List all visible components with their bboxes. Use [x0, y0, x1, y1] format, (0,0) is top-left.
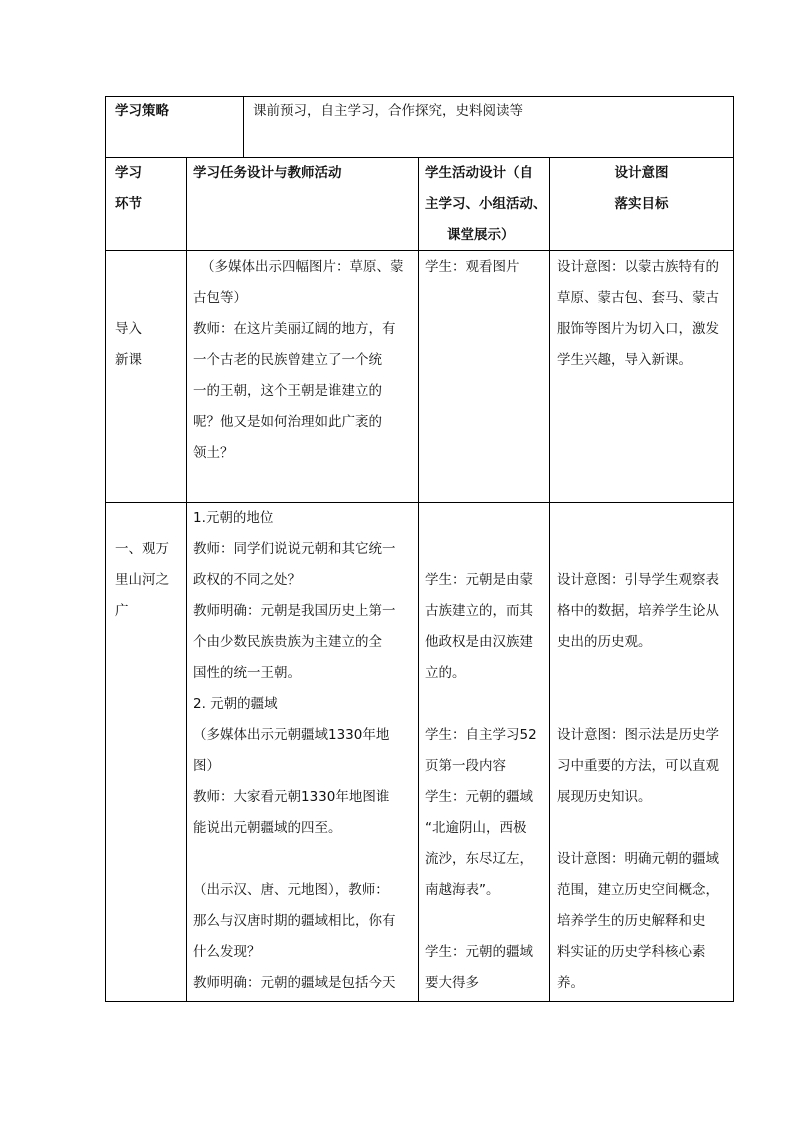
table-rule	[105, 250, 734, 251]
header-student: 学生活动设计（自 主学习、小组活动、 课堂展示）	[425, 165, 547, 243]
table-rule	[105, 96, 106, 1002]
row1-stage: 导入 新课	[115, 321, 142, 368]
header-teacher: 学习任务设计与教师活动	[193, 165, 342, 181]
row2-teacher: 1.元朝的地位 教师：同学们说说元朝和其它统一 政权的不同之处？ 教师明确：元朝是我国历史上第一 个由少数民族贵族为主建立的全 国性的统一王朝。 2. 元朝的疆域 （多媒体出示元朝疆域1330年地 图） 教师：大家看元朝1330年地图谁 能说出元朝疆域的四至。 （出示汉、唐、元地图），教师： 那么与汉唐时期的疆域相比，你有 什么发现？ 教师明确：元朝的疆域是包括今天	[193, 510, 396, 991]
table-rule	[243, 96, 244, 157]
table-rule	[186, 157, 187, 1002]
lesson-plan-table	[105, 96, 734, 1002]
table-rule	[733, 96, 734, 1002]
table-rule	[105, 1001, 734, 1002]
row1-intent: 设计意图：以蒙古族特有的 草原、蒙古包、套马、蒙古 服饰等图片为切入口，激发 学生兴趣，导入新课。	[557, 259, 719, 368]
row1-teacher: （多媒体出示四幅图片：草原、蒙 古包等） 教师：在这片美丽辽阔的地方，有 一个古老的民族曾建立了一个统 一的王朝，这个王朝是谁建立的 呢？他又是如何治理如此广袤的 领土？	[193, 259, 404, 461]
table-rule	[549, 157, 550, 1002]
header-stage: 学习 环节	[115, 165, 142, 212]
table-rule	[418, 157, 419, 1002]
row2-intent: 设计意图：引导学生观察表 格中的数据，培养学生论从 史出的历史观。 设计意图：图示法是历史学 习中重要的方法，可以直观 展现历史知识。 设计意图：明确元朝的疆域 范围，建立历史空间概念， 培养学生的历史解释和史 料实证的历史学科核心素 养。	[557, 572, 719, 991]
header-intent: 设计意图 落实目标	[614, 165, 669, 212]
strategy-value: 课前预习，自主学习，合作探究，史料阅读等	[253, 103, 523, 119]
row1-student: 学生：观看图片	[425, 259, 520, 275]
row2-student: 学生：元朝是由蒙 古族建立的，而其 他政权是由汉族建 立的。 学生：自主学习52 页第一段内容 学生：元朝的疆域 “北逾阴山，西极 流沙，东尽辽左， 南越海表”。 学生：元朝的疆域 要大得多	[425, 572, 537, 991]
row2-stage: 一、观万 里山河之 广	[115, 541, 169, 619]
strategy-label: 学习策略	[115, 103, 169, 119]
